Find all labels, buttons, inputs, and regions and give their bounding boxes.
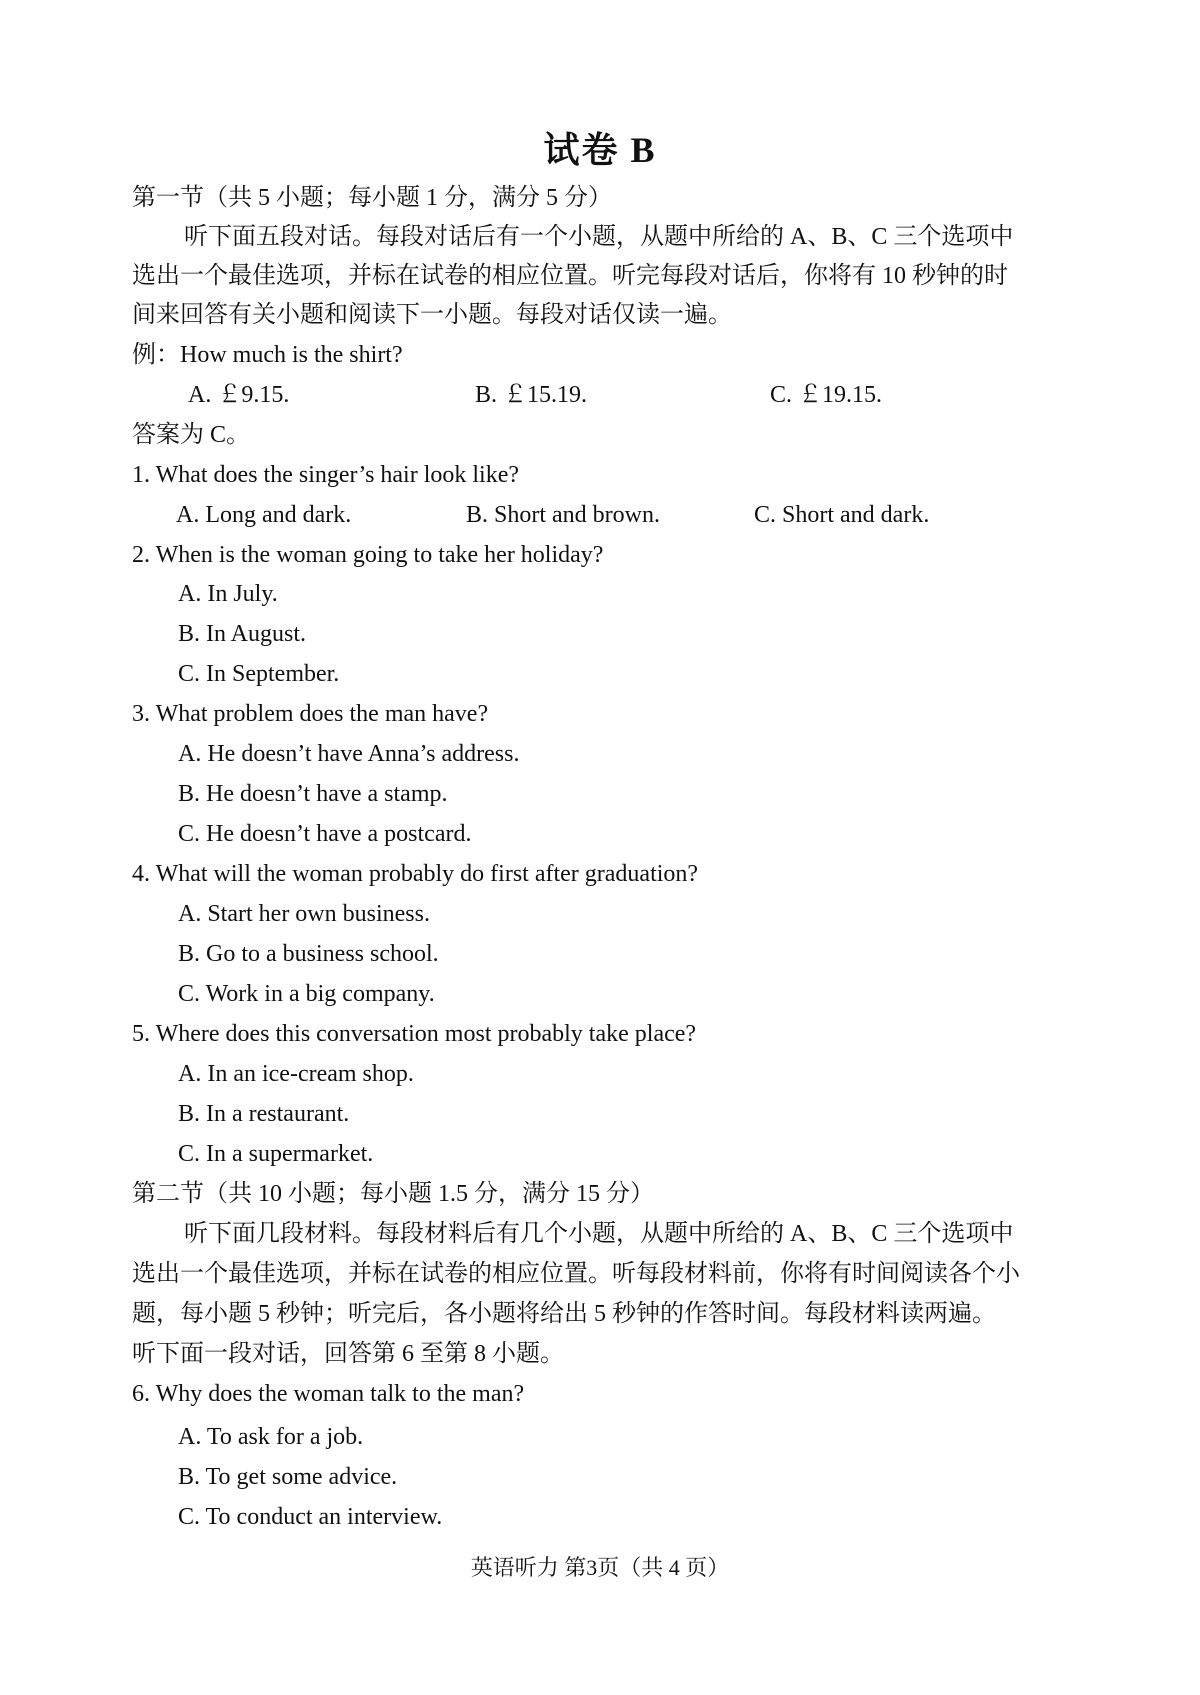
question-6: 6. Why does the woman talk to the man?	[132, 1381, 525, 1407]
section1-instruction-line: 听下面五段对话。每段对话后有一个小题，从题中所给的 A、B、C 三个选项中	[184, 224, 1014, 250]
page-title: 试卷 B	[543, 130, 657, 170]
q6-option-a: A. To ask for a job.	[178, 1424, 364, 1450]
example-option-c: C. ￡19.15.	[770, 382, 883, 408]
question-5: 5. Where does this conversation most probably take place?	[132, 1021, 697, 1047]
q5-option-b: B. In a restaurant.	[178, 1101, 350, 1127]
q6-option-b: B. To get some advice.	[178, 1464, 398, 1490]
example-answer: 答案为 C。	[132, 422, 251, 448]
example-option-a: A. ￡9.15.	[188, 382, 290, 408]
q1-option-b: B. Short and brown.	[466, 502, 660, 528]
q3-option-c: C. He doesn’t have a postcard.	[178, 821, 472, 847]
section1-heading: 第一节（共 5 小题；每小题 1 分，满分 5 分）	[132, 185, 612, 211]
question-2: 2. When is the woman going to take her holiday?	[132, 542, 604, 568]
q5-option-a: A. In an ice-cream shop.	[178, 1061, 414, 1087]
example-option-b: B. ￡15.19.	[475, 382, 588, 408]
q4-option-a: A. Start her own business.	[178, 901, 430, 927]
section1-instruction-line: 间来回答有关小题和阅读下一小题。每段对话仅读一遍。	[132, 302, 732, 328]
q2-option-c: C. In September.	[178, 661, 340, 687]
question-1: 1. What does the singer’s hair look like?	[132, 462, 520, 488]
section2-instruction-line: 听下面几段材料。每段材料后有几个小题，从题中所给的 A、B、C 三个选项中	[184, 1221, 1014, 1247]
section2-instruction-line: 题，每小题 5 秒钟；听完后，各小题将给出 5 秒钟的作答时间。每段材料读两遍。	[132, 1301, 996, 1327]
q4-option-b: B. Go to a business school.	[178, 941, 439, 967]
q6-option-c: C. To conduct an interview.	[178, 1504, 443, 1530]
question-3: 3. What problem does the man have?	[132, 701, 489, 727]
q2-option-a: A. In July.	[178, 581, 278, 607]
q1-option-a: A. Long and dark.	[176, 502, 352, 528]
section2-lead: 听下面一段对话，回答第 6 至第 8 小题。	[132, 1341, 564, 1367]
q3-option-a: A. He doesn’t have Anna’s address.	[178, 741, 520, 767]
section2-heading: 第二节（共 10 小题；每小题 1.5 分，满分 15 分）	[132, 1181, 654, 1207]
q1-option-c: C. Short and dark.	[754, 502, 930, 528]
q2-option-b: B. In August.	[178, 621, 307, 647]
section2-instruction-line: 选出一个最佳选项，并标在试卷的相应位置。听每段材料前，你将有时间阅读各个小	[132, 1261, 1020, 1287]
q4-option-c: C. Work in a big company.	[178, 981, 435, 1007]
section1-instruction-line: 选出一个最佳选项，并标在试卷的相应位置。听完每段对话后，你将有 10 秒钟的时	[132, 263, 1008, 289]
question-4: 4. What will the woman probably do first after graduation?	[132, 861, 699, 887]
example-question: 例：How much is the shirt?	[132, 342, 403, 368]
q5-option-c: C. In a supermarket.	[178, 1141, 374, 1167]
page-footer: 英语听力 第3页（共 4 页）	[470, 1555, 730, 1580]
q3-option-b: B. He doesn’t have a stamp.	[178, 781, 448, 807]
